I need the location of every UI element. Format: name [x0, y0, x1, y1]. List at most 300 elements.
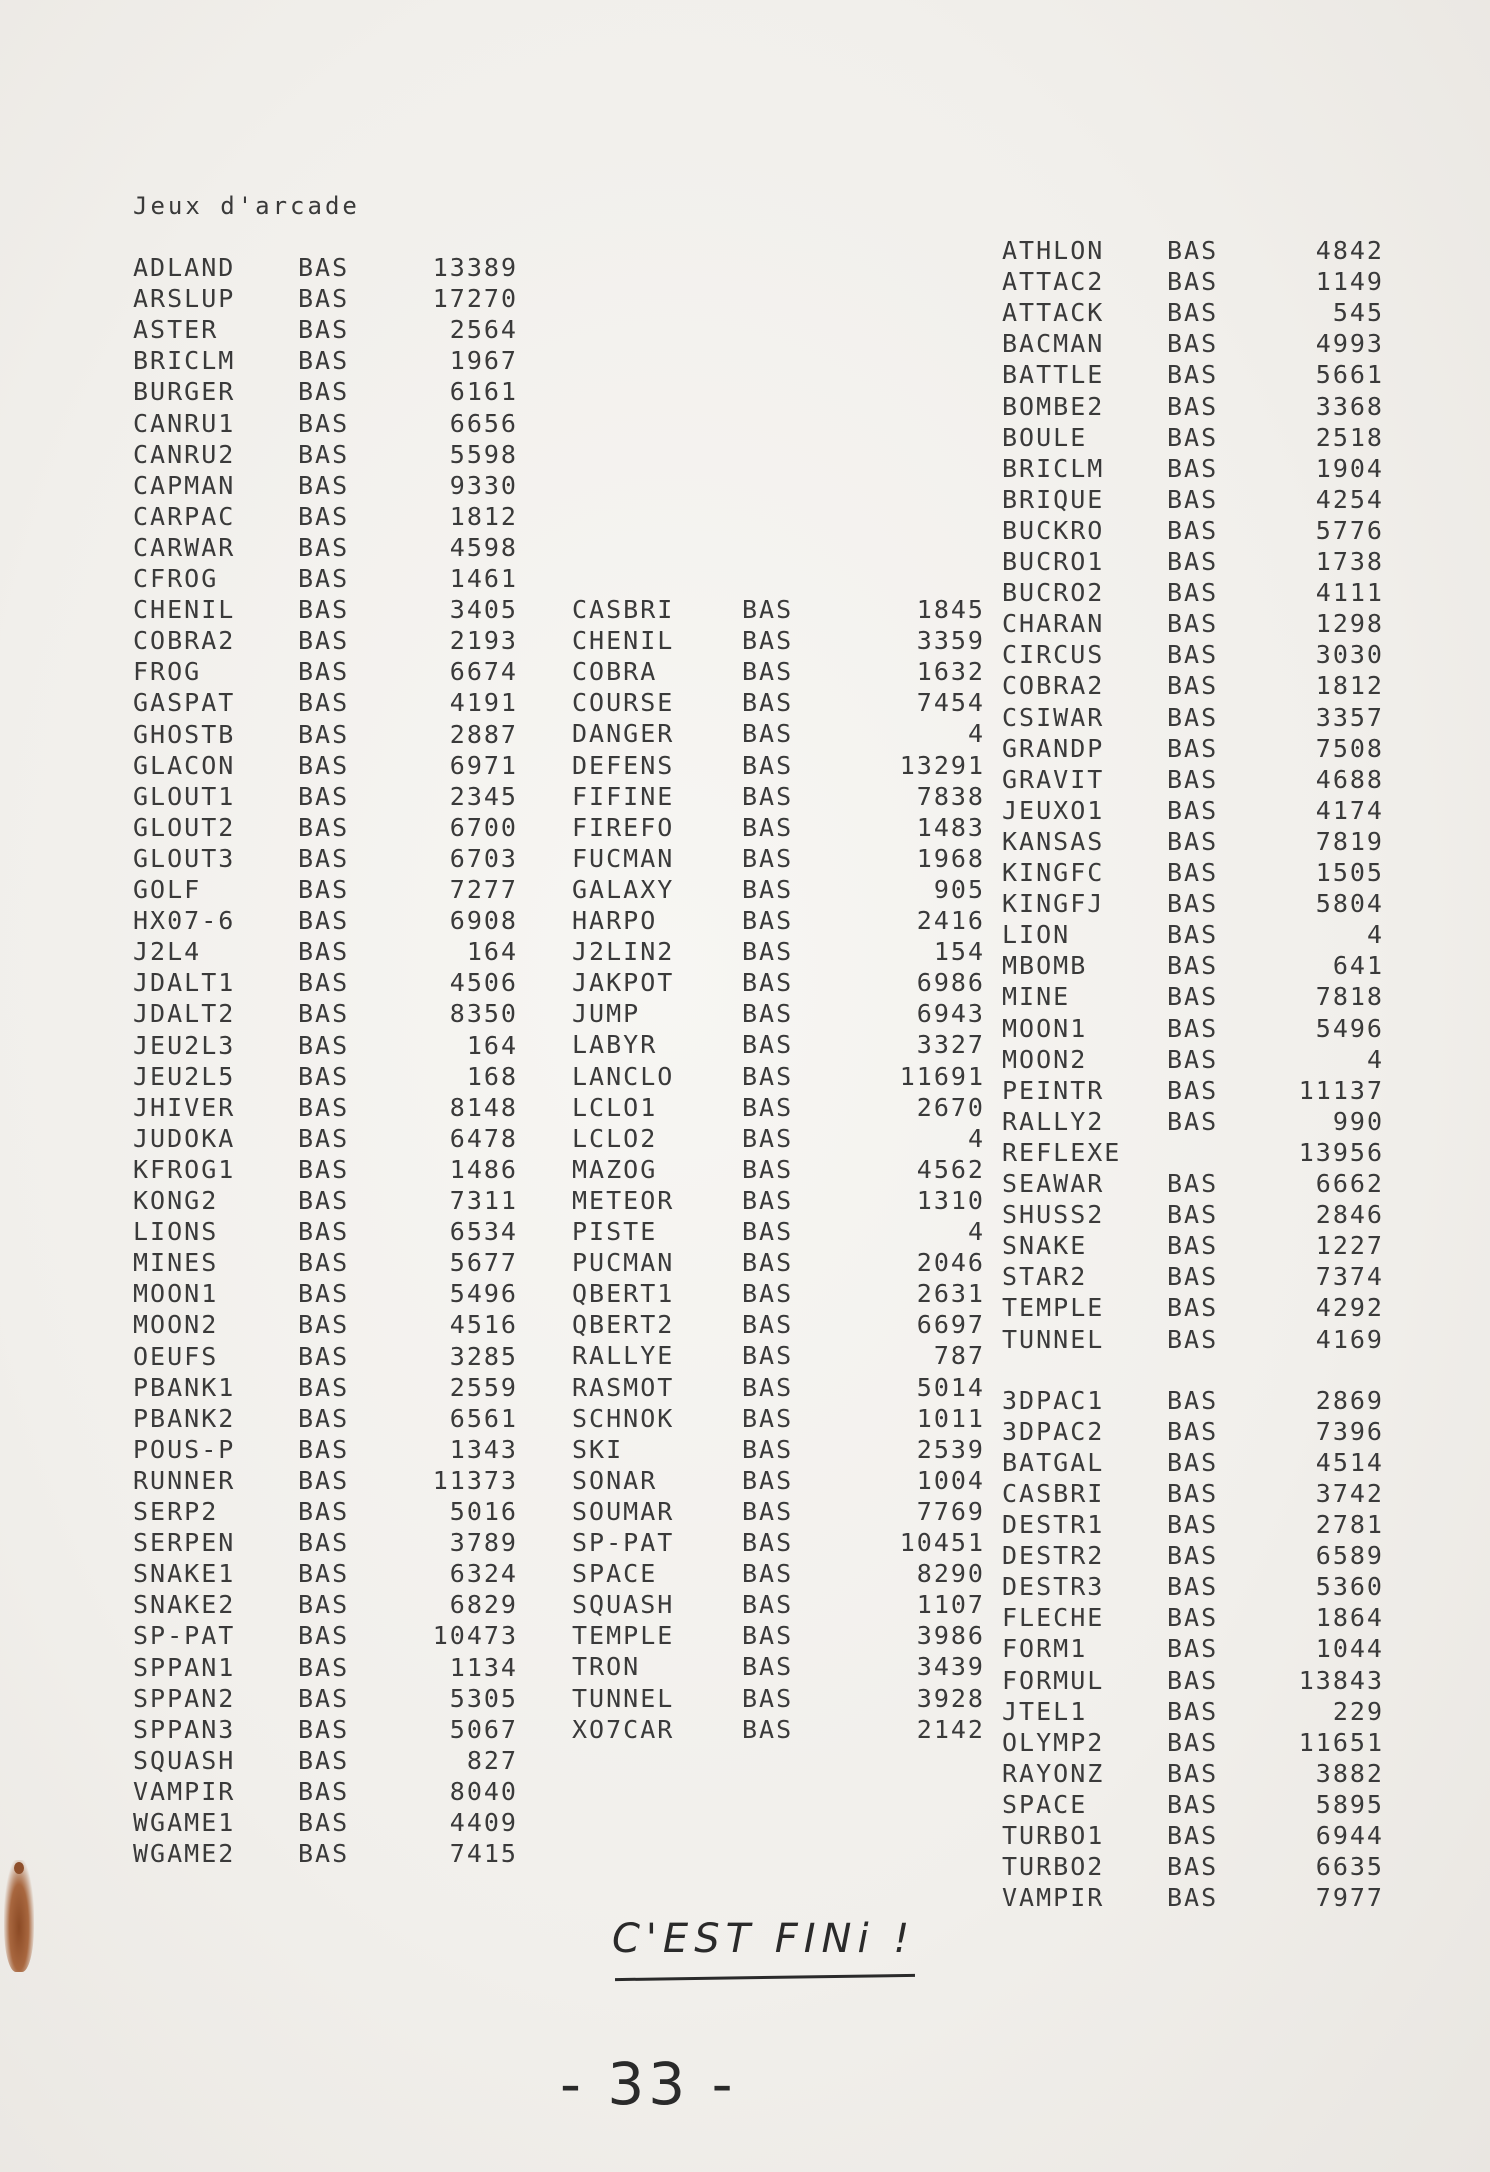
file-size: 5014 [916, 1372, 985, 1402]
file-name: GLACON [133, 750, 236, 780]
file-size: 13389 [432, 253, 518, 282]
file-name: DESTR3 [1002, 1572, 1105, 1602]
file-name: KINGFJ [1002, 889, 1105, 919]
file-extension: BAS [298, 906, 350, 936]
file-size: 5016 [449, 1497, 518, 1526]
file-extension: BAS [1167, 764, 1219, 794]
file-size: 5677 [449, 1248, 518, 1278]
file-size: 1738 [1315, 547, 1384, 576]
file-size: 7769 [916, 1496, 985, 1526]
page-number: - 33 - [560, 2050, 737, 2118]
file-name: CARWAR [133, 532, 236, 562]
file-size: 2559 [449, 1372, 518, 1402]
file-size: 4562 [916, 1154, 985, 1184]
file-extension: BAS [742, 1123, 794, 1153]
file-name: XO7CAR [572, 1714, 675, 1744]
file-size: 6703 [449, 843, 518, 873]
file-extension: BAS [298, 1217, 350, 1247]
file-extension: BAS [1167, 1696, 1219, 1726]
file-size: 5496 [1315, 1013, 1384, 1043]
file-name: BRICLM [1002, 453, 1105, 483]
file-extension: BAS [1167, 547, 1219, 576]
file-extension: BAS [1167, 1231, 1219, 1261]
file-size: 5360 [1315, 1572, 1384, 1602]
file-size: 2631 [916, 1279, 985, 1309]
file-name: TURBO1 [1002, 1821, 1105, 1850]
file-size: 1904 [1315, 453, 1384, 483]
file-name: BOMBE2 [1002, 391, 1105, 421]
file-name: LCLO1 [572, 1092, 658, 1122]
file-size: 1298 [1315, 609, 1384, 639]
file-extension: BAS [298, 501, 350, 531]
file-extension: BAS [298, 1652, 350, 1682]
file-size: 2781 [1315, 1510, 1384, 1539]
file-size: 1812 [1315, 671, 1384, 701]
file-extension: BAS [1167, 1044, 1219, 1074]
file-size: 827 [466, 1745, 518, 1775]
file-size: 1486 [449, 1154, 518, 1184]
file-extension: BAS [742, 1279, 794, 1309]
file-extension: BAS [1167, 1478, 1219, 1508]
file-name: FIREFO [572, 812, 675, 842]
file-size: 5305 [449, 1683, 518, 1713]
file-extension: BAS [1167, 826, 1219, 856]
file-size: 4688 [1315, 764, 1384, 794]
file-extension: BAS [298, 1061, 350, 1091]
file-extension: BAS [742, 1652, 794, 1682]
file-size: 4 [967, 1123, 985, 1153]
file-extension: BAS [742, 1528, 794, 1557]
file-extension: BAS [1167, 1727, 1219, 1757]
file-extension: BAS [298, 1621, 350, 1651]
file-name: SNAKE1 [133, 1559, 236, 1589]
file-extension: BAS [1167, 1883, 1219, 1913]
file-size: 6986 [916, 968, 985, 998]
file-name: CANRU1 [133, 408, 236, 438]
file-extension: BAS [1167, 1758, 1219, 1788]
file-name: TRON [572, 1652, 641, 1682]
file-size: 1004 [916, 1465, 985, 1495]
file-size: 6943 [916, 999, 985, 1029]
file-size: 10473 [432, 1621, 518, 1651]
file-name: WGAME1 [133, 1808, 236, 1837]
file-name: CFROG [133, 564, 219, 593]
file-extension: BAS [1167, 795, 1219, 825]
file-extension: BAS [298, 626, 350, 656]
file-size: 3986 [916, 1621, 985, 1651]
file-extension: BAS [298, 1279, 350, 1309]
file-size: 11651 [1298, 1727, 1384, 1757]
file-name: DEFENS [572, 750, 675, 780]
file-extension: BAS [1167, 640, 1219, 670]
file-extension: BAS [298, 1497, 350, 1526]
file-extension: BAS [1167, 1821, 1219, 1850]
file-name: BRICLM [133, 346, 236, 376]
file-extension: BAS [742, 1683, 794, 1713]
file-name: METEOR [572, 1185, 675, 1215]
file-extension: BAS [742, 1092, 794, 1122]
file-size: 7838 [916, 781, 985, 811]
file-size: 5496 [449, 1279, 518, 1309]
file-extension: BAS [298, 1590, 350, 1620]
file-extension: BAS [298, 439, 350, 469]
file-name: PUCMAN [572, 1248, 675, 1278]
file-name: SHUSS2 [1002, 1200, 1105, 1230]
file-extension: BAS [298, 1123, 350, 1153]
file-name: MOON1 [1002, 1013, 1088, 1043]
file-extension: BAS [298, 564, 350, 593]
file-name: BUCKRO [1002, 515, 1105, 545]
file-size: 7819 [1315, 826, 1384, 856]
file-name: MBOMB [1002, 951, 1088, 981]
file-extension: BAS [298, 253, 350, 282]
file-name: CANRU2 [133, 439, 236, 469]
file-size: 5776 [1315, 515, 1384, 545]
file-name: SPPAN3 [133, 1714, 236, 1744]
file-size: 7277 [449, 875, 518, 904]
file-extension: BAS [1167, 1572, 1219, 1602]
file-name: CASBRI [1002, 1478, 1105, 1508]
file-size: 641 [1332, 951, 1384, 981]
file-name: GHOSTB [133, 719, 236, 749]
file-size: 4598 [449, 532, 518, 562]
file-extension: BAS [1167, 1416, 1219, 1446]
file-extension: BAS [298, 595, 350, 625]
file-size: 4174 [1315, 795, 1384, 825]
file-name: SKI [572, 1434, 624, 1464]
file-extension: BAS [742, 1434, 794, 1464]
file-name: SNAKE2 [133, 1590, 236, 1620]
file-size: 1968 [916, 843, 985, 873]
file-name: JEU2L5 [133, 1061, 236, 1091]
file-extension: BAS [1167, 1634, 1219, 1664]
file-extension: BAS [1167, 920, 1219, 950]
file-size: 4516 [449, 1310, 518, 1340]
file-extension: BAS [298, 968, 350, 998]
file-size: 5067 [449, 1714, 518, 1744]
file-name: SEAWAR [1002, 1169, 1105, 1198]
file-size: 2046 [916, 1248, 985, 1278]
file-size: 2564 [449, 315, 518, 345]
file-size: 17270 [432, 284, 518, 314]
file-extension: BAS [298, 346, 350, 376]
file-size: 4506 [449, 968, 518, 998]
file-name: ATTAC2 [1002, 267, 1105, 297]
file-size: 2846 [1315, 1200, 1384, 1230]
file-name: BURGER [133, 377, 236, 407]
file-extension: BAS [1167, 1106, 1219, 1136]
file-size: 6656 [449, 408, 518, 438]
file-extension: BAS [298, 750, 350, 780]
file-size: 164 [466, 1030, 518, 1060]
file-size: 3439 [916, 1652, 985, 1682]
file-name: BATGAL [1002, 1447, 1105, 1477]
file-extension: BAS [742, 968, 794, 998]
file-extension: BAS [298, 812, 350, 842]
file-size: 4169 [1315, 1324, 1384, 1354]
file-extension: BAS [1167, 671, 1219, 701]
file-extension: BAS [1167, 1262, 1219, 1292]
file-extension: BAS [742, 812, 794, 842]
file-extension: BAS [1167, 1200, 1219, 1230]
file-extension: BAS [742, 1061, 794, 1091]
file-extension: BAS [298, 843, 350, 873]
file-name: MOON1 [133, 1279, 219, 1309]
file-extension: BAS [742, 1403, 794, 1433]
file-extension: BAS [298, 1092, 350, 1122]
file-name: ASTER [133, 315, 219, 345]
file-size: 3030 [1315, 640, 1384, 670]
file-name: GLOUT1 [133, 781, 236, 811]
file-size: 11691 [899, 1061, 985, 1091]
file-name: GALAXY [572, 874, 675, 904]
file-size: 6674 [449, 657, 518, 687]
file-size: 6589 [1315, 1541, 1384, 1571]
file-size: 11373 [432, 1465, 518, 1495]
file-name: SPACE [572, 1559, 658, 1589]
file-name: 3DPAC2 [1002, 1416, 1105, 1446]
file-extension: BAS [742, 1217, 794, 1246]
file-name: HARPO [572, 906, 658, 935]
file-name: MAZOG [572, 1154, 658, 1184]
file-extension: BAS [298, 1839, 350, 1869]
file-name: SQUASH [572, 1590, 675, 1620]
file-extension: BAS [1167, 515, 1219, 545]
file-name: SCHNOK [572, 1403, 675, 1433]
file-name: LABYR [572, 1030, 658, 1060]
file-name: BATTLE [1002, 360, 1105, 390]
file-size: 6324 [449, 1559, 518, 1589]
file-extension: BAS [1167, 733, 1219, 763]
file-extension: BAS [742, 1185, 794, 1215]
file-size: 4111 [1315, 578, 1384, 608]
file-size: 6697 [916, 1310, 985, 1340]
file-extension: BAS [298, 315, 350, 345]
file-extension: BAS [1167, 391, 1219, 421]
file-name: SONAR [572, 1465, 658, 1495]
file-name: DESTR1 [1002, 1510, 1105, 1539]
file-size: 7977 [1315, 1883, 1384, 1913]
file-size: 1845 [916, 595, 985, 624]
file-size: 1343 [449, 1434, 518, 1464]
file-extension: BAS [742, 937, 794, 967]
file-size: 4 [967, 719, 985, 749]
file-extension: BAS [742, 1154, 794, 1184]
file-name: QBERT2 [572, 1310, 675, 1340]
file-extension: BAS [742, 906, 794, 935]
file-name: MOON2 [1002, 1044, 1088, 1074]
file-extension: BAS [298, 377, 350, 407]
file-name: TEMPLE [572, 1621, 675, 1651]
file-extension: BAS [1167, 1603, 1219, 1633]
file-name: PISTE [572, 1217, 658, 1246]
file-size: 6534 [449, 1217, 518, 1247]
file-name: MINES [133, 1248, 219, 1278]
file-size: 6700 [449, 812, 518, 842]
file-name: FORMUL [1002, 1665, 1105, 1695]
file-size: 4409 [449, 1808, 518, 1837]
closing-underline [615, 1974, 915, 1981]
file-extension: BAS [1167, 1510, 1219, 1539]
file-extension: BAS [298, 1341, 350, 1371]
file-size: 990 [1332, 1106, 1384, 1136]
file-size: 5895 [1315, 1789, 1384, 1819]
file-extension: BAS [298, 1714, 350, 1744]
file-extension: BAS [1167, 1665, 1219, 1695]
file-name: JTEL1 [1002, 1696, 1088, 1726]
file-name: GASPAT [133, 688, 236, 718]
file-name: LCLO2 [572, 1123, 658, 1153]
file-size: 7508 [1315, 733, 1384, 763]
file-name: ADLAND [133, 253, 236, 282]
closing-handwritten-note: C'EST FINi ! [612, 1916, 916, 1962]
file-name: SPPAN2 [133, 1683, 236, 1713]
file-name: SOUMAR [572, 1496, 675, 1526]
file-extension: BAS [298, 532, 350, 562]
file-name: LIONS [133, 1217, 219, 1247]
file-name: RAYONZ [1002, 1758, 1105, 1788]
ink-stain-dot [14, 1862, 24, 1874]
file-size: 7454 [916, 688, 985, 718]
file-extension: BAS [1167, 982, 1219, 1012]
file-name: WGAME2 [133, 1839, 236, 1869]
file-extension: BAS [1167, 453, 1219, 483]
file-name: 3DPAC1 [1002, 1385, 1105, 1415]
file-extension: BAS [298, 1186, 350, 1215]
file-size: 3357 [1315, 702, 1384, 732]
file-size: 6635 [1315, 1852, 1384, 1882]
file-extension: BAS [1167, 360, 1219, 390]
file-size: 1864 [1315, 1603, 1384, 1633]
file-size: 229 [1332, 1696, 1384, 1726]
file-name: ATHLON [1002, 236, 1105, 265]
file-name: COBRA [572, 657, 658, 687]
file-size: 2416 [916, 906, 985, 935]
file-name: ARSLUP [133, 284, 236, 314]
file-size: 8040 [449, 1776, 518, 1806]
file-name: PBANK1 [133, 1372, 236, 1402]
file-extension: BAS [742, 1714, 794, 1744]
file-size: 4 [1366, 1044, 1384, 1074]
file-size: 6944 [1315, 1821, 1384, 1850]
file-name: FROG [133, 657, 202, 687]
file-extension: BAS [742, 1310, 794, 1340]
file-size: 545 [1332, 298, 1384, 328]
file-extension: BAS [1167, 951, 1219, 981]
file-name: PEINTR [1002, 1075, 1105, 1105]
file-size: 1812 [449, 501, 518, 531]
file-extension: BAS [742, 1030, 794, 1060]
file-name: FLECHE [1002, 1603, 1105, 1633]
file-size: 1011 [916, 1403, 985, 1433]
file-size: 905 [933, 874, 985, 904]
file-name: JUDOKA [133, 1123, 236, 1153]
file-name: JEU2L3 [133, 1030, 236, 1060]
file-extension: BAS [742, 1559, 794, 1589]
file-name: RALLYE [572, 1341, 675, 1371]
file-name: HX07-6 [133, 906, 236, 936]
file-extension: BAS [1167, 329, 1219, 359]
file-size: 4191 [449, 688, 518, 718]
file-size: 6161 [449, 377, 518, 407]
file-name: RUNNER [133, 1465, 236, 1495]
file-extension: BAS [742, 1590, 794, 1620]
file-size: 7396 [1315, 1416, 1384, 1446]
file-size: 2518 [1315, 422, 1384, 452]
file-size: 8350 [449, 999, 518, 1029]
file-extension: BAS [742, 874, 794, 904]
file-size: 164 [466, 937, 518, 967]
file-size: 8148 [449, 1092, 518, 1122]
file-name: J2LIN2 [572, 937, 675, 967]
file-name: CAPMAN [133, 470, 236, 500]
file-name: SERPEN [133, 1528, 236, 1558]
file-extension: BAS [298, 1310, 350, 1340]
file-extension: BAS [298, 1154, 350, 1184]
file-extension: BAS [1167, 267, 1219, 297]
file-name: CASBRI [572, 595, 675, 624]
file-extension: BAS [1167, 858, 1219, 887]
file-extension: BAS [1167, 1385, 1219, 1415]
file-name: FUCMAN [572, 843, 675, 873]
file-extension: BAS [742, 1465, 794, 1495]
file-size: 13843 [1298, 1665, 1384, 1695]
file-name: GOLF [133, 875, 202, 904]
file-name: VAMPIR [1002, 1883, 1105, 1913]
file-name: BUCRO2 [1002, 578, 1105, 608]
file-name: SPPAN1 [133, 1652, 236, 1682]
file-extension: BAS [742, 719, 794, 749]
file-extension: BAS [298, 688, 350, 718]
file-name: OLYMP2 [1002, 1727, 1105, 1757]
file-name: J2L4 [133, 937, 202, 967]
file-name: RALLY2 [1002, 1106, 1105, 1136]
file-extension: BAS [1167, 422, 1219, 452]
file-size: 2869 [1315, 1385, 1384, 1415]
file-extension: BAS [742, 1621, 794, 1651]
file-extension: BAS [298, 1683, 350, 1713]
file-extension: BAS [742, 843, 794, 873]
file-extension: BAS [742, 781, 794, 811]
file-size: 13956 [1298, 1137, 1384, 1167]
file-extension: BAS [298, 1030, 350, 1060]
file-extension: BAS [742, 999, 794, 1029]
file-size: 1505 [1315, 858, 1384, 887]
file-size: 787 [933, 1341, 985, 1371]
file-name: JDALT2 [133, 999, 236, 1029]
file-extension: BAS [298, 470, 350, 500]
file-name: ATTACK [1002, 298, 1105, 328]
file-name: CHARAN [1002, 609, 1105, 639]
file-size: 1044 [1315, 1634, 1384, 1664]
file-name: DANGER [572, 719, 675, 749]
file-size: 3928 [916, 1683, 985, 1713]
file-name: SP-PAT [572, 1528, 675, 1557]
file-size: 1632 [916, 657, 985, 687]
file-name: LANCLO [572, 1061, 675, 1091]
file-extension: BAS [298, 1372, 350, 1402]
file-name: SNAKE [1002, 1231, 1088, 1261]
file-size: 2670 [916, 1092, 985, 1122]
file-extension: BAS [1167, 1541, 1219, 1571]
file-size: 3359 [916, 626, 985, 656]
file-size: 1134 [449, 1652, 518, 1682]
file-name: GLOUT3 [133, 843, 236, 873]
file-name: CSIWAR [1002, 702, 1105, 732]
file-name: TUNNEL [1002, 1324, 1105, 1354]
file-size: 2887 [449, 719, 518, 749]
file-extension: BAS [742, 750, 794, 780]
